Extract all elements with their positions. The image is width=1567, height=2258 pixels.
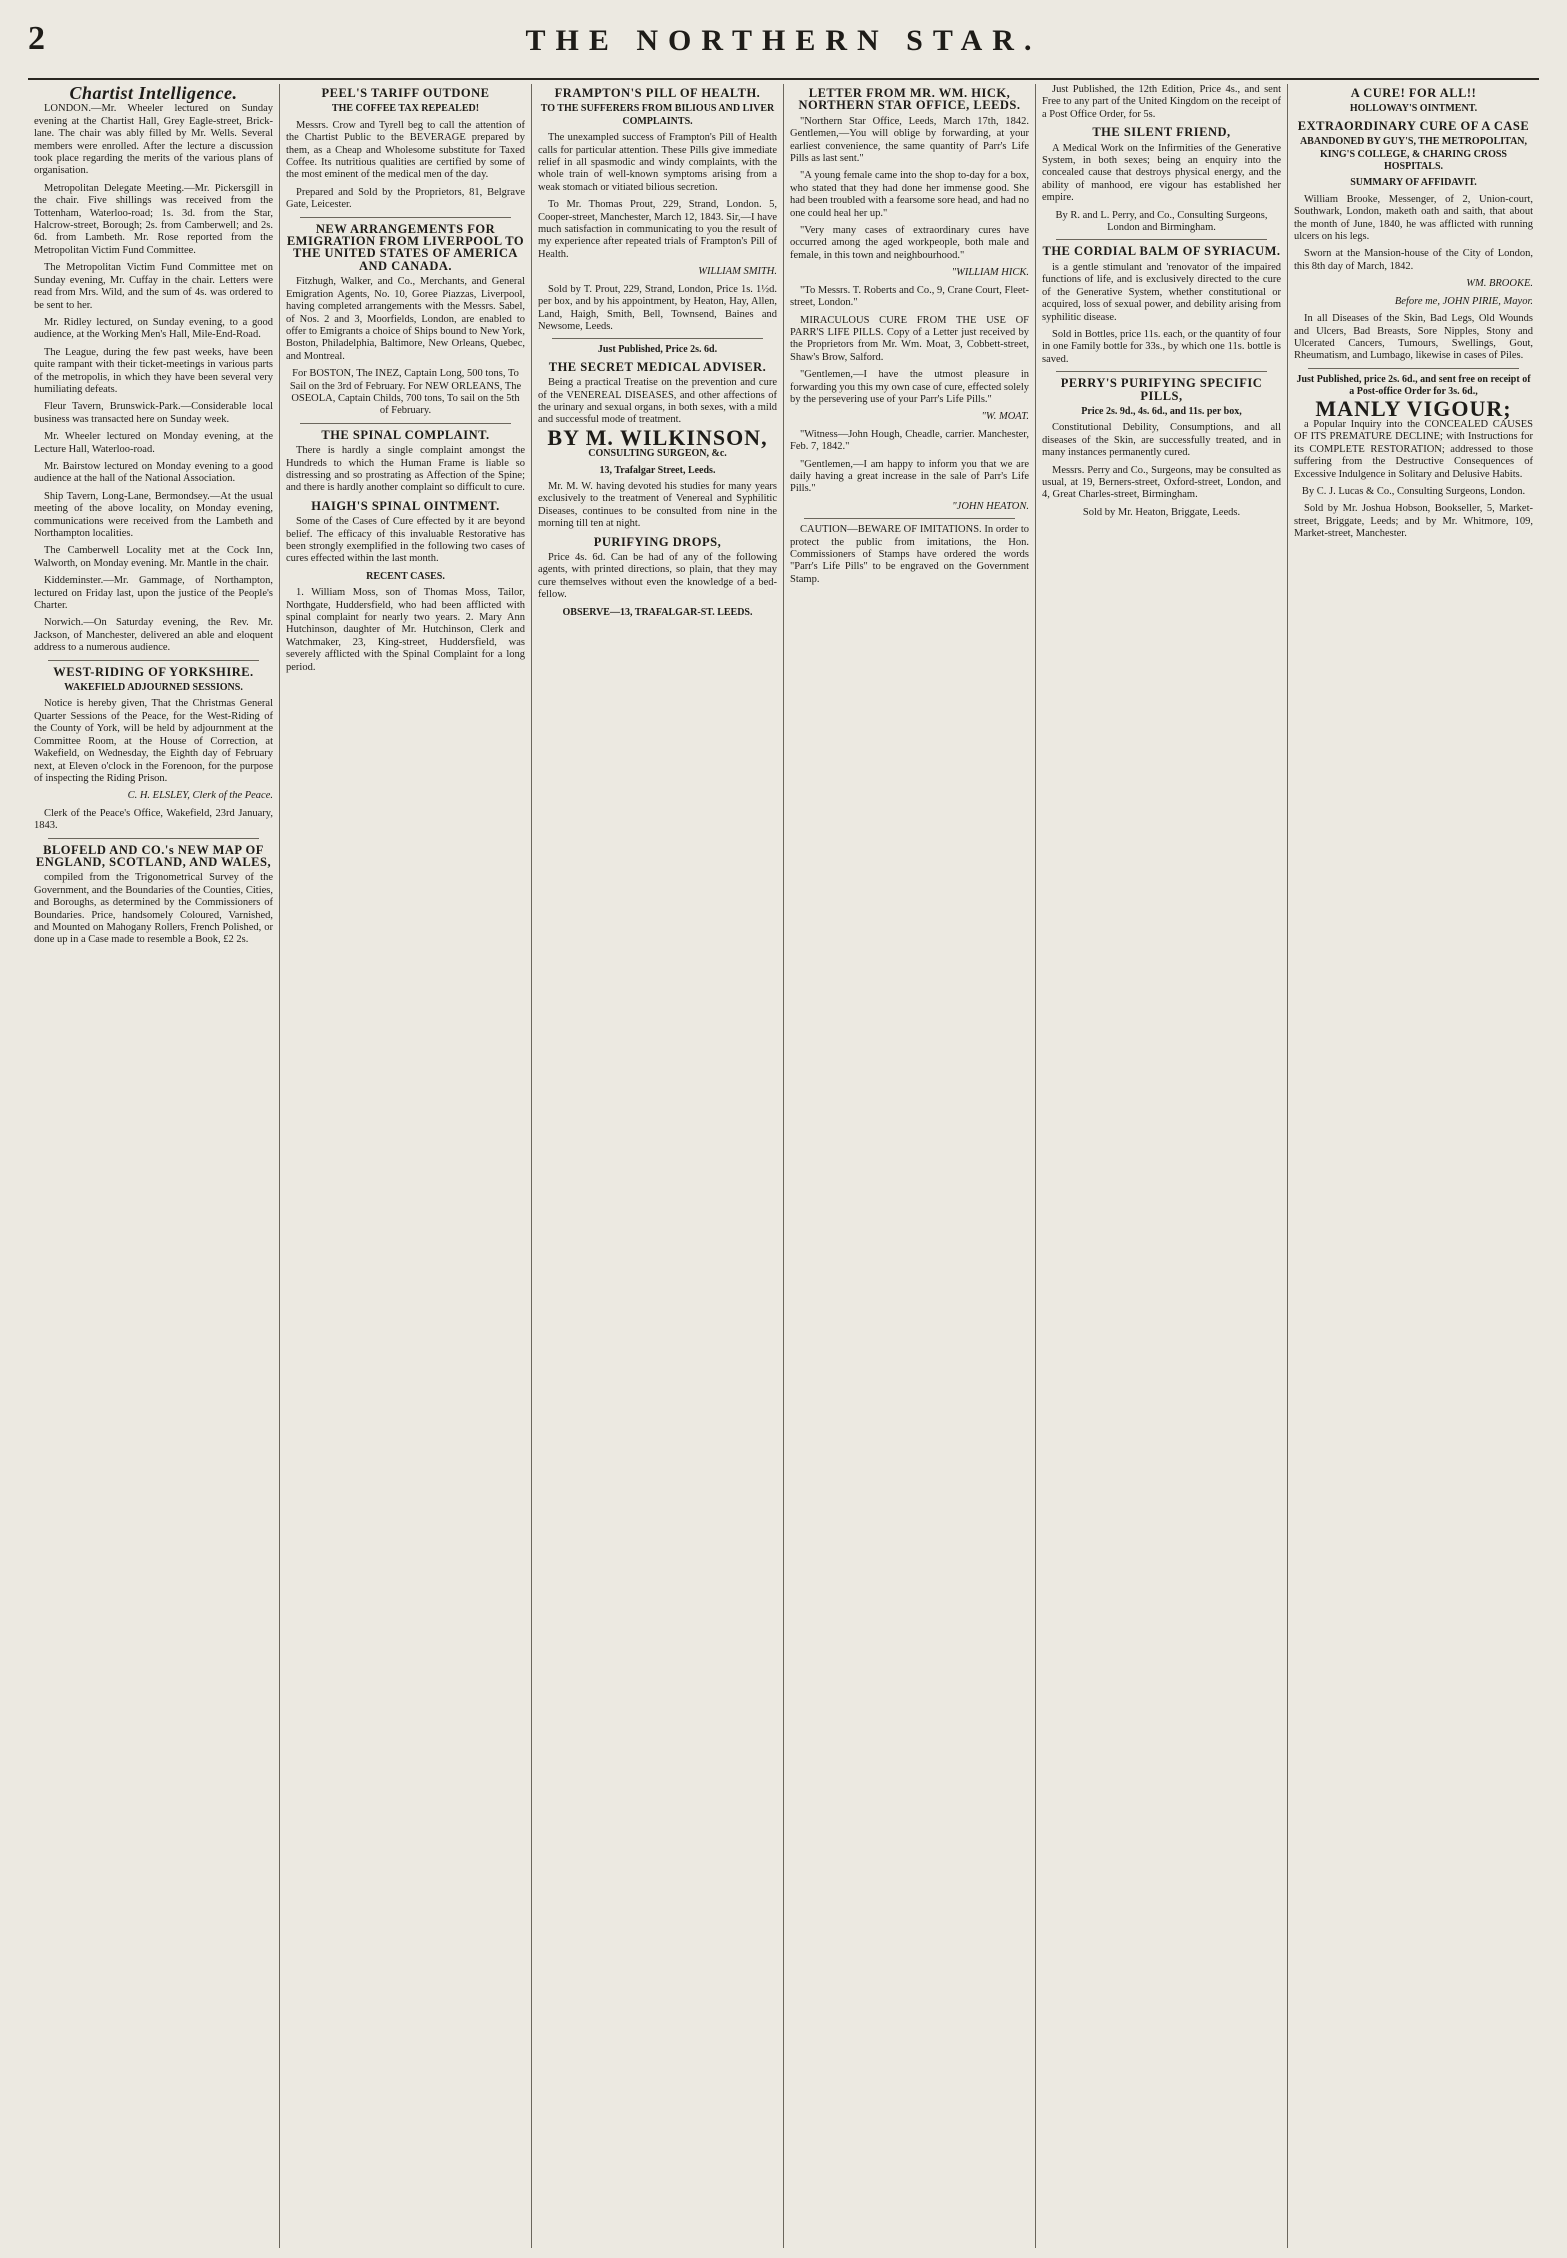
- notice-subheading: WAKEFIELD ADJOURNED SESSIONS.: [64, 682, 243, 694]
- manly-vigour-heading: MANLY VIGOUR;: [1315, 395, 1512, 421]
- article-paragraph: Mr. Wheeler lectured on Monday evening, at the Lecture Hall, Waterloo-road.: [34, 431, 273, 455]
- divider: [300, 423, 511, 424]
- article-paragraph: The Metropolitan Victim Fund Committee met on Sunday evening, Mr. Cuffay in the chair. Letters were read from Mrs. Wild, and the sum of 4s. was ordered to be sent to her.: [34, 262, 273, 311]
- holloway-label: HOLLOWAY'S OINTMENT.: [1349, 103, 1478, 115]
- divider: [48, 660, 259, 661]
- spinal-heading: THE SPINAL COMPLAINT.: [321, 427, 490, 442]
- letter-paragraph: MIRACULOUS CURE FROM THE USE OF PARR'S LIFE PILLS. Copy of a Letter just received by the Proprietors from Mr. Wm. Moat, 3, Cobbett-street, Shaw's Brow, Salford.: [790, 314, 1029, 363]
- cordial-balm-heading: THE CORDIAL BALM OF SYRIACUM.: [1042, 244, 1281, 259]
- divider: [1056, 371, 1267, 372]
- recent-cases-label: RECENT CASES.: [366, 570, 445, 582]
- column-2: [279, 84, 531, 2248]
- letter-paragraph: "Gentlemen,—I have the utmost pleasure in forwarding you this my own case of cure, effected solely by the persevering use of your Parr's Life Pills.": [790, 369, 1029, 405]
- article-paragraph: Norwich.—On Saturday evening, the Rev. Mr. Jackson, of Manchester, delivered an able and eloquent address to a numerous audience.: [34, 617, 273, 654]
- emigration-body: Fitzhugh, Walker, and Co., Merchants, and General Emigration Agents, No. 10, Goree Piazzas, Liverpool, having completed arrangements with the Messrs. Sabel, of Nos. 2 and 3, Moorfields, London, are enabled to offer to Emigrants a choice of Ships bound to New York, Boston, Philadelphia, Baltimore, New Orleans, Quebec, and Montreal.: [286, 276, 525, 362]
- affidavit-signature: WM. BROOKE.: [1466, 278, 1533, 290]
- column-6: [1287, 84, 1539, 2248]
- extraordinary-cure-heading: EXTRAORDINARY CURE OF A CASE: [1297, 118, 1530, 133]
- ad-paragraph: Sold in Bottles, price 11s. each, or the quantity of four in one Family bottle for 33s., by which one 11s. bottle is saved.: [1042, 328, 1281, 365]
- ad-paragraph: Sold by T. Prout, 229, Strand, London, Price 1s. 1½d. per box, and by his appointment, by Heaton, Hay, Allen, Land, Haigh, Smith, Bell, Townsend, Baines and Newsome, Leeds.: [538, 283, 777, 332]
- frampton-subheading: TO THE SUFFERERS FROM BILIOUS AND LIVER COMPLAINTS.: [540, 103, 775, 127]
- article-paragraph: Mr. Ridley lectured, on Sunday evening, to a good audience, at the Working Men's Hall, Mile-End-Road.: [34, 316, 273, 341]
- letter-signature: "JOHN HEATON.: [952, 500, 1029, 512]
- map-body: compiled from the Trigonometrical Survey of the Government, and the Boundaries of the Counties, Cities, and Boroughs, as determined by the Commissioners of Boundaries. Price, handsomely Coloured, Varnished, and Mounted on Mahogany Rollers, French Polished, or done up in a Case made to resemble a Book, £2 2s.: [34, 872, 273, 946]
- page-number: 2: [28, 20, 45, 57]
- article-paragraph: Fleur Tavern, Brunswick-Park.—Considerable local business was transacted here on Sunday week.: [34, 401, 273, 425]
- emigration-ships: For BOSTON, The INEZ, Captain Long, 500 tons, To Sail on the 3rd of February. For NEW ORLEANS, The OSEOLA, Captain Childs, 700 tons, To sail on the 5th of February.: [289, 368, 522, 417]
- letter-paragraph: "Gentlemen,—I am happy to inform you that we are daily having a great increase in the sale of Parr's Life Pills.": [790, 458, 1029, 495]
- specific-pills-price: Price 2s. 9d., 4s. 6d., and 11s. per box,: [1081, 405, 1242, 417]
- article-paragraph: Metropolitan Delegate Meeting.—Mr. Pickersgill in the chair. Five shillings was received from the Tottenham, Waterloo-road; 1s. 3d. from the Star, Halcrow-street, Borough; 2s. from Camberwell; and 2s. 6d. from Lambeth. Mr. Rose reported from the Metropolitan Victim Fund Committee.: [34, 182, 273, 256]
- testimonial-signature: WILLIAM SMITH.: [698, 266, 777, 278]
- hospitals-label: ABANDONED BY GUY'S, THE METROPOLITAN, KING'S COLLEGE, & CHARING CROSS HOSPITALS.: [1299, 136, 1528, 173]
- ad-paragraph: By R. and L. Perry, and Co., Consulting Surgeons, London and Birmingham.: [1055, 209, 1268, 234]
- columns: [28, 84, 1539, 2248]
- ointment-cases: 1. William Moss, son of Thomas Moss, Tailor, Northgate, Huddersfield, who had been afflicted with spinal complaint for nearly two years. 2. Mary Ann Hutchinson, daughter of Mr. Hutchinson, Clerk and Watchmaker, 23, King-street, Huddersfield, was severely afflicted with the Spinal Complaint for a long period.: [286, 587, 525, 673]
- ad-paragraph: Sworn at the Mansion-house of the City of London, this 8th day of March, 1842.: [1294, 248, 1533, 272]
- divider: [1056, 239, 1267, 240]
- notice-date: Clerk of the Peace's Office, Wakefield, 23rd January, 1843.: [34, 807, 273, 832]
- hick-letter-heading: LETTER FROM MR. WM. HICK, NORTHERN STAR OFFICE, LEEDS.: [798, 86, 1021, 113]
- article-paragraph: LONDON.—Mr. Wheeler lectured on Sunday evening at the Chartist Hall, Grey Eagle-street, Brick-lane. The chair was ably filled by Mr. Wells. Several members were enrolled. After the lecture a discussion took place regarding the merits of the various plans of organisation.: [34, 103, 273, 177]
- purifying-drops-heading: PURIFYING DROPS,: [593, 534, 722, 549]
- letter-paragraph: "Northern Star Office, Leeds, March 17th, 1842. Gentlemen,—You will oblige by forwarding, at your earliest convenience, the same quantity of Parr's Life Pills as last sent.": [790, 115, 1029, 165]
- frampton-heading: FRAMPTON'S PILL OF HEALTH.: [554, 86, 761, 100]
- ad-paragraph: Sold by Mr. Joshua Hobson, Bookseller, 5, Market-street, Briggate, Leeds; and by Mr. Whitmore, 109, Market-street, Manchester.: [1294, 503, 1533, 540]
- ad-paragraph: William Brooke, Messenger, of 2, Union-court, Southwark, London, maketh oath and saith, that about the month of June, 1840, he was afflicted with running ulcers on his legs.: [1294, 193, 1533, 243]
- adviser-body: Being a practical Treatise on the prevention and cure of the VENEREAL DISEASES, and other affections of the urinary and sexual organs, in both sexes, with a mild and successful mode of treatment.: [538, 377, 777, 426]
- wilkinson-address: 13, Trafalgar Street, Leeds.: [599, 464, 716, 476]
- affidavit-label: SUMMARY OF AFFIDAVIT.: [1350, 177, 1477, 189]
- ad-paragraph: By C. J. Lucas & Co., Consulting Surgeons, London.: [1301, 485, 1526, 497]
- article-paragraph: Mr. Bairstow lectured on Monday evening to a good audience at the hall of the National Association.: [34, 460, 273, 485]
- column-5: [1035, 84, 1287, 2248]
- notice-body: Notice is hereby given, That the Christmas General Quarter Sessions of the Peace, for the West-Riding of the County of York, will be held by adjournment at the Committee Room, at the House of Correction, at Wakefield, on Wednesday, the Eighth day of February next, at Eleven o'clock in the Forenoon, for the purpose of inspecting the Riding Prison.: [34, 698, 273, 784]
- secret-medical-adviser-heading: THE SECRET MEDICAL ADVISER.: [548, 359, 767, 374]
- letter-paragraph: "A young female came into the shop to-day for a box, who stated that they had done her immense good. She had been troubled with a fearsome sore head, and had no one could heal her up.": [790, 170, 1029, 219]
- cordial-body: is a gentle stimulant and 'renovator of the impaired functions of life, and is exclusively directed to the cure of the Generative System, whether constitutional or acquired, loss of sexual power, and debility arising from syphilitic disease.: [1042, 261, 1281, 323]
- coffee-ad-heading: PEEL'S TARIFF OUTDONE: [321, 86, 490, 100]
- specific-body: Constitutional Debility, Consumptions, and all diseases of the Skin, are successfully treated, and in many instances permanently cured.: [1042, 422, 1281, 459]
- specific-pills-heading: PERRY'S PURIFYING SPECIFIC PILLS,: [1060, 376, 1263, 403]
- testimonial: To Mr. Thomas Prout, 229, Strand, London. 5, Cooper-street, Manchester, March 12, 1843. Sir,—I have much satisfaction in communicating to you the result of my experience after repeated trials of Frampton's Pill of Health.: [538, 199, 777, 260]
- drops-body: Price 4s. 6d. Can be had of any of the following agents, with printed directions, so plain, that they may cure themselves without even the knowledge of a bed-fellow.: [538, 552, 777, 601]
- coffee-ad-subheading: THE COFFEE TAX REPEALED!: [331, 103, 480, 115]
- chartist-intelligence-heading: Chartist Intelligence.: [69, 84, 238, 103]
- ad-paragraph: The unexampled success of Frampton's Pill of Health calls for particular attention. These Pills give immediate relief in all spasmodic and windy complaints, with the whole train of well-known symptoms arising from a weak stomach or vitiated bilious secretion.: [538, 132, 777, 193]
- mayor-signature: Before me, JOHN PIRIE, Mayor.: [1394, 295, 1533, 307]
- cure-heading: A CURE! FOR ALL!!: [1350, 86, 1477, 100]
- wilkinson-name: BY M. WILKINSON,: [547, 424, 768, 450]
- notice-heading: WEST-RIDING OF YORKSHIRE.: [53, 664, 254, 679]
- ointment-body: Some of the Cases of Cure effected by it are beyond belief. The efficacy of this invaluable Restorative has been strongly exemplified in the following two cases of cures effected within the last month.: [286, 516, 525, 565]
- divider: [300, 217, 511, 218]
- silent-friend-heading: THE SILENT FRIEND,: [1092, 125, 1231, 140]
- column-1: [28, 84, 279, 2248]
- column-4: [783, 84, 1035, 2248]
- ad-paragraph: Messrs. Perry and Co., Surgeons, may be consulted as usual, at 19, Berners-street, Oxford-street, London, and 4, Great Charles-street, Birmingham.: [1042, 464, 1281, 501]
- divider: [804, 518, 1015, 519]
- wilkinson-title: CONSULTING SURGEON, &c.: [588, 448, 727, 460]
- map-heading: BLOFELD AND CO.'s NEW MAP OF ENGLAND, SCOTLAND, AND WALES,: [35, 842, 272, 869]
- letter-paragraph: "Very many cases of extraordinary cures have occurred among the aged workpeople, both male and female, in this town and neighbourhood.": [790, 225, 1029, 261]
- ad-paragraph: Just Published, the 12th Edition, Price 4s., and sent Free to any part of the United Kingdom on the receipt of a Post Office Order, for 5s.: [1042, 84, 1281, 120]
- manly-vigour-published: Just Published, price 2s. 6d., and sent free on receipt of a Post-office Order for 3s. 6d.,: [1296, 373, 1531, 398]
- ad-paragraph: Messrs. Crow and Tyrell beg to call the attention of the Chartist Public to the BEVERAGE prepared by them, as a Cheap and Wholesome substitute for Taxed Coffee. Its nutritious qualities are certified by some of the most eminent of the medical men of the day.: [286, 119, 525, 181]
- spinal-body: There is hardly a single complaint amongst the Hundreds to which the Human Frame is liable so distressing and so prostrating as Affection of the Spine; and there is hardly another complaint so difficult to cure.: [286, 445, 525, 494]
- caution-notice: CAUTION—BEWARE OF IMITATIONS. In order to protect the public from imitations, the Hon. Commissioners of Stamps have ordered the words "Parr's Life Pills" to be engraved on the Government Stamp.: [790, 524, 1029, 585]
- letter-signature: "WILLIAM HICK.: [951, 267, 1029, 279]
- letter-address: "To Messrs. T. Roberts and Co., 9, Crane Court, Fleet-street, London.": [790, 284, 1029, 309]
- newspaper-title: THE NORTHERN STAR.: [525, 24, 1042, 57]
- article-paragraph: Ship Tavern, Long-Lane, Bermondsey.—At the usual meeting of the above locality, on Monday evening, communications were received from the Lambeth and Northampton localities.: [34, 490, 273, 539]
- observe-address: OBSERVE—13, TRAFALGAR-ST. LEEDS.: [562, 606, 753, 618]
- article-paragraph: The Camberwell Locality met at the Cock Inn, Walworth, on Monday evening. Mr. Mantle in the chair.: [34, 545, 273, 569]
- divider: [552, 338, 763, 339]
- divider: [1308, 368, 1519, 369]
- letter-paragraph: "Witness—John Hough, Cheadle, carrier. Manchester, Feb. 7, 1842.": [790, 428, 1029, 453]
- divider: [48, 838, 259, 839]
- column-3: [531, 84, 783, 2248]
- masthead: [28, 14, 1539, 80]
- ad-paragraph: Sold by Mr. Heaton, Briggate, Leeds.: [1082, 506, 1241, 518]
- letter-signature: "W. MOAT.: [981, 411, 1029, 423]
- manly-vigour-body: a Popular Inquiry into the CONCEALED CAUSES OF ITS PREMATURE DECLINE; with Instructions for its COMPLETE RESTORATION; addressed to those suffering from the Destructive Consequences of Excessive Indulgence in Solitary and Delusive Habits.: [1294, 418, 1533, 480]
- emigration-heading: NEW ARRANGEMENTS FOR EMIGRATION FROM LIVERPOOL TO THE UNITED STATES OF AMERICA AND CANADA.: [286, 221, 525, 273]
- ointment-heading: HAIGH'S SPINAL OINTMENT.: [311, 498, 500, 513]
- ad-paragraph: Prepared and Sold by the Proprietors, 81, Belgrave Gate, Leicester.: [286, 186, 525, 211]
- article-paragraph: Kiddeminster.—Mr. Gammage, of Northampton, lectured on Friday last, upon the justice of the People's Charter.: [34, 575, 273, 612]
- wilkinson-body: Mr. M. W. having devoted his studies for many years exclusively to the treatment of Venereal and Syphilitic Diseases, continues to be consulted from nine in the morning till ten at night.: [538, 480, 777, 530]
- article-paragraph: The League, during the few past weeks, have been quite rampant with their ticket-meetings in various parts of the metropolis, in which they have been several very humiliating defeats.: [34, 346, 273, 395]
- ad-paragraph: A Medical Work on the Infirmities of the Generative System, in both sexes; being an enquiry into the concealed cause that destroys physical energy, and the ability of manhood, ere vigour has established her empire.: [1042, 142, 1281, 204]
- adviser-published: Just Published, Price 2s. 6d.: [597, 344, 718, 356]
- notice-signature: C. H. ELSLEY, Clerk of the Peace.: [127, 790, 273, 802]
- ad-paragraph: In all Diseases of the Skin, Bad Legs, Old Wounds and Ulcers, Bad Breasts, Sore Nipples, Stony and Ulcerated Cancers, Tumours, Swellings, Gout, Rheumatism, and Lumbago, likewise in cases of Piles.: [1294, 313, 1533, 362]
